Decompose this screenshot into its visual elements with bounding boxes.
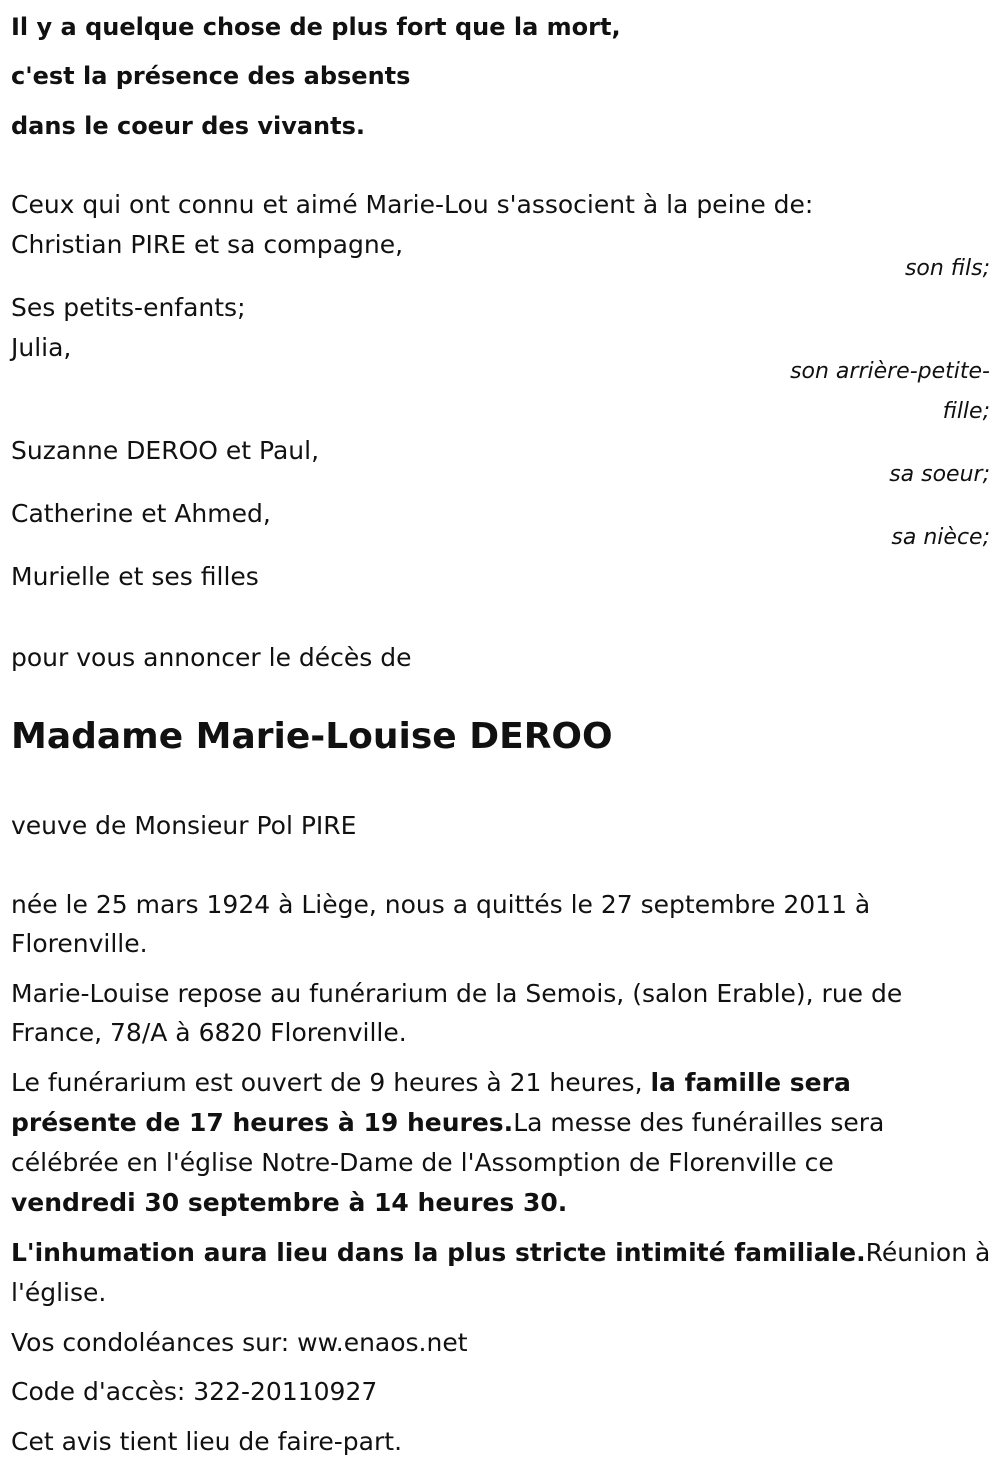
family-name-julia: Julia, [11, 333, 72, 362]
intro-text: Ceux qui ont connu et aimé Marie-Lou s'associent à la peine de: [11, 190, 814, 219]
notice-text: Cet avis tient lieu de faire-part. [11, 1427, 403, 1456]
quote-line-2: c'est la présence des absents [11, 62, 411, 90]
widow-text: veuve de Monsieur Pol PIRE [11, 811, 357, 840]
repose-line-1: Marie-Louise repose au funérarium de la Semois, (salon Erable), rue de [11, 979, 903, 1008]
visit-line-2 [11, 1108, 884, 1138]
family-name-christian: Christian PIRE et sa compagne, [11, 230, 404, 259]
visit-line-1 [11, 1068, 851, 1098]
access-code-text: Code d'accès: 322-20110927 [11, 1377, 378, 1406]
burial-text: L'inhumation aura lieu dans la plus stricte intimité familiale. [11, 1238, 866, 1267]
born-line-2: Florenville. [11, 929, 148, 958]
family-relation-niece: sa nièce; [891, 525, 990, 550]
family-relation-son: son fils; [904, 256, 990, 281]
family-relation-sister: sa soeur; [889, 462, 990, 487]
deceased-name: Madame Marie-Louise DEROO [11, 716, 613, 757]
visit-family-text: la famille sera [650, 1068, 851, 1097]
born-line-1: née le 25 mars 1924 à Liège, nous a quittés le 27 septembre 2011 à [11, 890, 871, 919]
family-name-murielle: Murielle et ses filles [11, 562, 259, 591]
burial-line-1 [11, 1238, 990, 1268]
family-relation-great-granddaughter-1: son arrière-petite- [790, 359, 990, 384]
visit-line-3: célébrée en l'église Notre-Dame de l'Assomption de Florenville ce [11, 1148, 834, 1177]
repose-line-2: France, 78/A à 6820 Florenville. [11, 1018, 407, 1047]
visit-mass-date: vendredi 30 septembre à 14 heures 30. [11, 1188, 568, 1217]
visit-hours-text: Le funérarium est ouvert de 9 heures à 21 heures, [11, 1068, 651, 1097]
visit-mass-text: La messe des funérailles sera [513, 1108, 885, 1137]
quote-line-3: dans le coeur des vivants. [11, 112, 365, 140]
burial-reunion-text: Réunion à [865, 1238, 991, 1267]
family-name-catherine: Catherine et Ahmed, [11, 499, 271, 528]
burial-line-2: l'église. [11, 1278, 107, 1307]
condolences-text: Vos condoléances sur: ww.enaos.net [11, 1328, 468, 1357]
family-name-grandchildren: Ses petits-enfants; [11, 293, 246, 322]
family-name-suzanne: Suzanne DEROO et Paul, [11, 436, 320, 465]
quote-line-1: Il y a quelque chose de plus fort que la mort, [11, 13, 621, 41]
family-relation-great-granddaughter-2: fille; [942, 399, 990, 424]
announce-text: pour vous annoncer le décès de [11, 643, 412, 672]
visit-family-hours: présente de 17 heures à 19 heures. [11, 1108, 514, 1137]
